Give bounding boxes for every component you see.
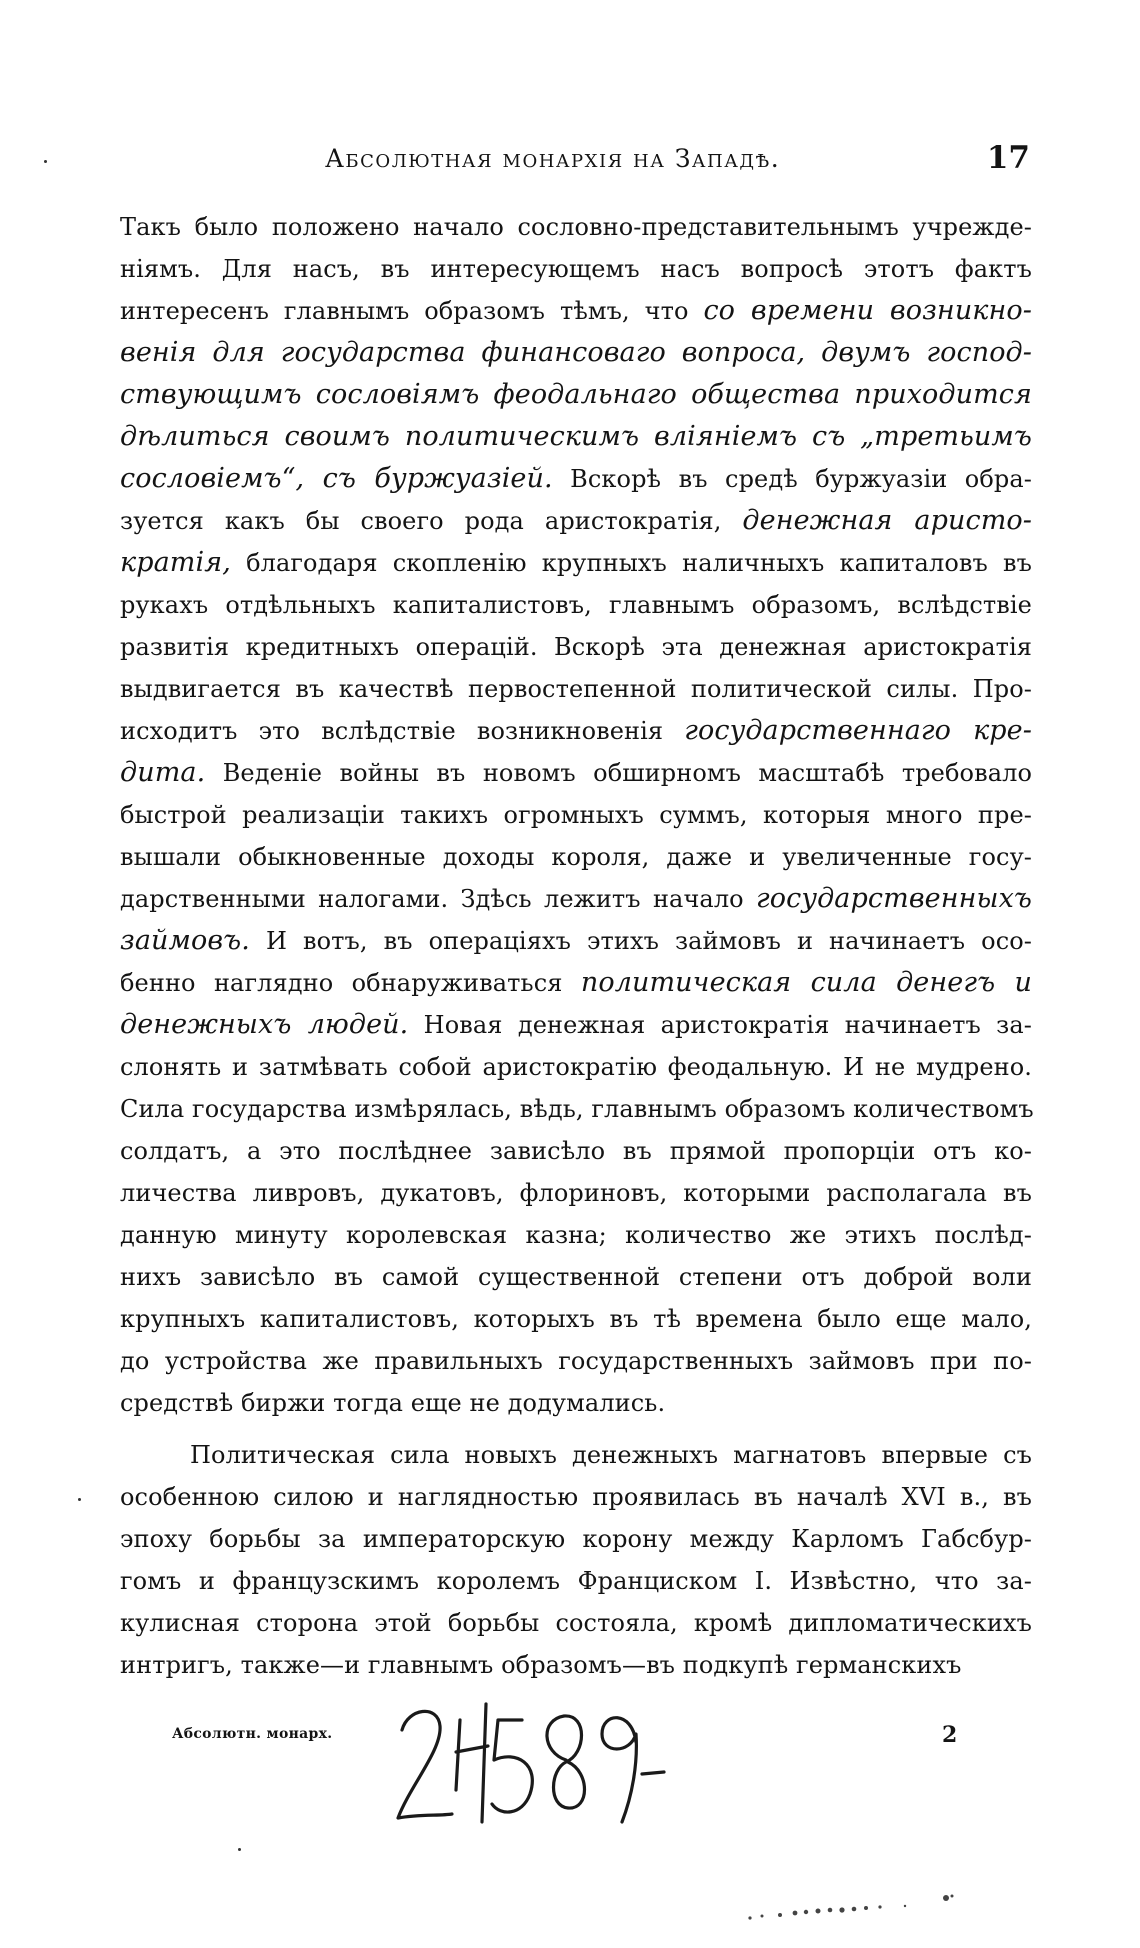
text-run: интересенъ главнымъ образомъ тѣмъ, что (120, 297, 704, 325)
text-line (120, 542, 1032, 584)
text-line (120, 1088, 1032, 1130)
text-line (120, 752, 1032, 794)
italic-text: государственнаго кре- (684, 715, 1032, 746)
text-run: исходитъ это вслѣдствіе возникновенія (120, 717, 685, 745)
text-run: Такъ было положено начало сословно-представительнымъ учрежде- (120, 213, 1032, 241)
text-run: до устройства же правильныхъ государственныхъ займовъ при по- (120, 1347, 1032, 1375)
italic-text: ствующимъ сословіямъ феодальнаго общества приходится (120, 379, 1032, 410)
page-number: 17 (986, 140, 1030, 176)
paragraph-1 (120, 206, 1032, 1424)
text-line (120, 584, 1032, 626)
text-line (120, 668, 1032, 710)
text-run: данную минуту королевская казна; количество же этихъ послѣд- (120, 1221, 1032, 1249)
page-header (120, 140, 1030, 188)
paper-speck (238, 1848, 241, 1851)
text-run: развитія кредитныхъ операцій. Вскорѣ эта денежная аристократія (120, 633, 1032, 661)
paper-speck (44, 160, 47, 163)
text-run: личества ливровъ, дукатовъ, флориновъ, которыми располагала въ (120, 1179, 1032, 1207)
sheet-number: 2 (942, 1722, 958, 1748)
text-run: зуется какъ бы своего рода аристократія, (120, 507, 743, 535)
text-line (120, 1434, 1032, 1476)
paragraph-2 (120, 1434, 1032, 1686)
italic-text: государственныхъ (756, 883, 1032, 914)
text-run: крупныхъ капиталистовъ, которыхъ въ тѣ времена было еще мало, (120, 1305, 1032, 1333)
text-line (120, 710, 1032, 752)
text-line (120, 500, 1032, 542)
text-line (120, 1298, 1032, 1340)
text-line (120, 836, 1032, 878)
text-line (120, 206, 1032, 248)
text-line (120, 290, 1032, 332)
text-line (120, 962, 1032, 1004)
text-line (120, 332, 1032, 374)
text-run: гомъ и французскимъ королемъ Франциском I. Извѣстно, что за- (120, 1567, 1032, 1595)
text-run: кулисная сторона этой борьбы состояла, кромѣ дипломатическихъ (120, 1609, 1032, 1637)
italic-text: займовъ. (120, 925, 250, 956)
running-title: Абсолютная монархія на Западѣ. (325, 144, 781, 173)
signature-mark: Абсолютн. монарх. (172, 1726, 333, 1742)
text-run: нихъ зависѣло въ самой существенной степени отъ доброй воли (120, 1263, 1032, 1291)
text-run: средствѣ биржи тогда еще не додумались. (120, 1389, 666, 1417)
text-line (120, 1214, 1032, 1256)
text-run: вышали обыкновенные доходы короля, даже и увеличенные госу- (120, 843, 1032, 871)
text-line (120, 626, 1032, 668)
text-run: благодаря скопленію крупныхъ наличныхъ капиталовъ въ (230, 549, 1032, 577)
text-line (120, 878, 1032, 920)
text-line (120, 416, 1032, 458)
text-line (120, 374, 1032, 416)
text-line (120, 1130, 1032, 1172)
text-run: особенною силою и наглядностью проявилась въ началѣ XVI в., въ (120, 1483, 1032, 1511)
italic-text: денежная аристо- (742, 505, 1032, 536)
italic-text: дѣлиться своимъ политическимъ вліяніемъ съ „третьимъ (120, 421, 1032, 452)
text-run: быстрой реализаціи такихъ огромныхъ суммъ, которыя много пре- (120, 801, 1032, 829)
text-run: ніямъ. Для насъ, въ интересующемъ насъ вопросѣ этотъ фактъ (120, 255, 1032, 283)
text-line (120, 1256, 1032, 1298)
text-line (120, 1560, 1032, 1602)
text-run: выдвигается въ качествѣ первостепенной политической силы. Про- (120, 675, 1032, 703)
page-body (120, 206, 1032, 1686)
text-line (120, 1046, 1032, 1088)
text-run: интригъ, также—и главнымъ образомъ—въ подкупѣ германскихъ (120, 1651, 962, 1679)
ink-smudge (740, 1888, 970, 1928)
text-run: Веденіе войны въ новомъ обширномъ масштабѣ требовало (205, 759, 1032, 787)
text-line (120, 794, 1032, 836)
text-run: солдатъ, а это послѣднее зависѣло въ прямой пропорціи отъ ко- (120, 1137, 1032, 1165)
text-line (120, 1644, 1032, 1686)
italic-text: сословіемъ“, съ буржуазіей. (120, 463, 553, 494)
text-run: Сила государства измѣрялась, вѣдь, главнымъ образомъ количествомъ (120, 1095, 1034, 1123)
text-line (120, 1004, 1032, 1046)
italic-text: политическая сила денегъ и (580, 967, 1032, 998)
text-run: эпоху борьбы за императорскую корону между Карломъ Габсбур- (120, 1525, 1032, 1553)
text-run: Вскорѣ въ средѣ буржуазіи обра- (552, 465, 1032, 493)
italic-text: кратія, (120, 547, 231, 578)
text-run: бенно наглядно обнаруживаться (120, 969, 581, 997)
text-line (120, 920, 1032, 962)
text-run: Политическая сила новыхъ денежныхъ магнатовъ впервые съ (190, 1441, 1032, 1469)
text-run: слонять и затмѣвать собой аристократію феодальную. И не мудрено. (120, 1053, 1032, 1081)
italic-text: денежныхъ людей. (120, 1009, 409, 1040)
italic-text: со времени возникно- (703, 295, 1032, 326)
text-line (120, 1172, 1032, 1214)
text-run: И вотъ, въ операціяхъ этихъ займовъ и начинаетъ осо- (249, 927, 1032, 955)
text-line (120, 1476, 1032, 1518)
italic-text: венія для государства финансоваго вопроса, двумъ господ- (120, 337, 1032, 368)
text-line (120, 248, 1032, 290)
text-line (120, 458, 1032, 500)
text-line (120, 1518, 1032, 1560)
text-line (120, 1340, 1032, 1382)
text-run: Новая денежная аристократія начинаетъ за- (408, 1011, 1032, 1039)
italic-text: дита. (120, 757, 206, 788)
text-run: рукахъ отдѣльныхъ капиталистовъ, главнымъ образомъ, вслѣдствіе (120, 591, 1032, 619)
text-line (120, 1382, 1032, 1424)
text-line (120, 1602, 1032, 1644)
paper-speck (78, 1498, 81, 1501)
handwritten-inventory-number (390, 1690, 670, 1830)
text-run: дарственными налогами. Здѣсь лежитъ начало (120, 885, 757, 913)
